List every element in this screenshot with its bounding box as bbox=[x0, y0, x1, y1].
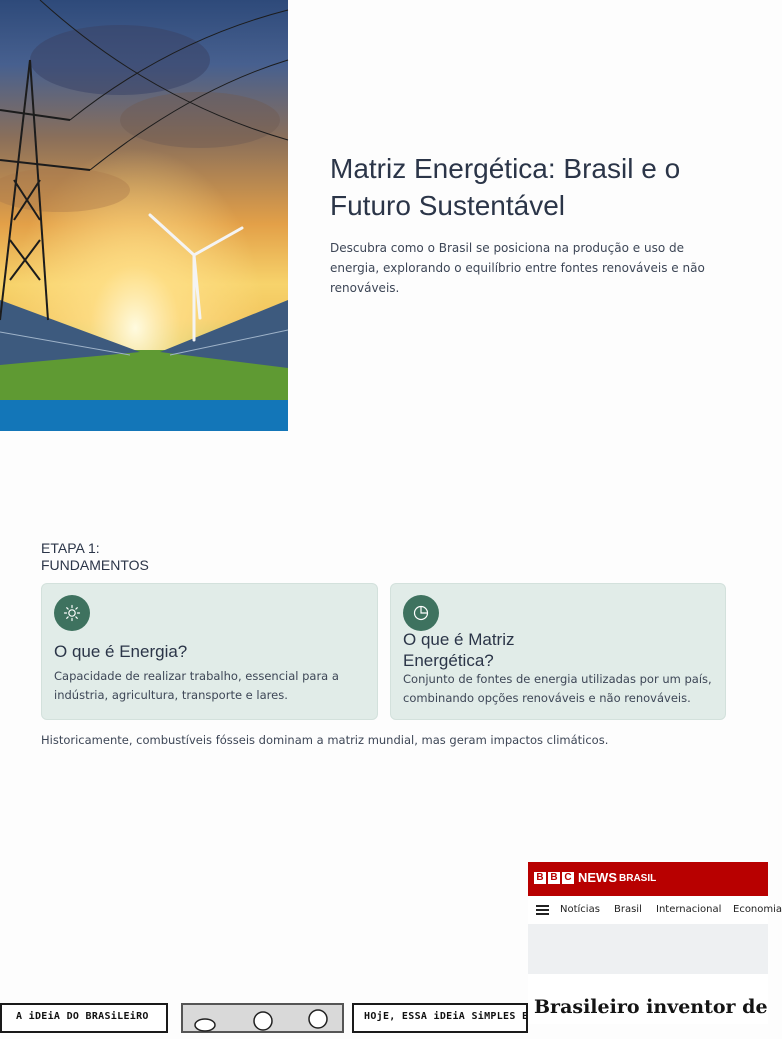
card-title: O que é Energia? bbox=[54, 642, 188, 661]
menu-icon[interactable] bbox=[536, 905, 549, 915]
bbc-logo-letter: B bbox=[534, 872, 546, 884]
pie-chart-icon bbox=[403, 595, 439, 631]
bbc-news-preview[interactable] bbox=[528, 862, 782, 1024]
hero-image bbox=[0, 0, 288, 431]
bbc-nav-item[interactable]: Notícias bbox=[560, 904, 600, 915]
bbc-header bbox=[528, 862, 768, 896]
step-label bbox=[41, 540, 241, 574]
history-note: Historicamente, combustíveis fósseis dominam a matriz mundial, mas geram impactos climáticos. bbox=[41, 733, 609, 747]
bbc-logo-letter: C bbox=[562, 872, 574, 884]
bbc-nav-item[interactable]: Internacional bbox=[656, 904, 722, 915]
bbc-news-label: NEWS bbox=[578, 870, 617, 885]
comic-caption: HOjE, ESSA iDEiA SiMPLES E bbox=[364, 1011, 529, 1022]
page-subtitle: Descubra como o Brasil se posiciona na produção e uso de energia, explorando o equilíbrio entre fontes renováveis e não renováveis. bbox=[330, 241, 705, 295]
step-name: FUNDAMENTOS bbox=[41, 557, 149, 573]
energy-landscape-illustration bbox=[0, 0, 288, 400]
bbc-headline-area bbox=[528, 974, 768, 1024]
comic-panel bbox=[181, 1003, 344, 1033]
energy-matrix-card bbox=[390, 583, 726, 720]
comic-panel bbox=[0, 1003, 168, 1033]
bbc-nav bbox=[528, 896, 782, 924]
energy-definition-card bbox=[41, 583, 378, 720]
hero-bottom-bar bbox=[0, 400, 288, 431]
sun-icon bbox=[54, 595, 90, 631]
comic-drawing bbox=[183, 1005, 346, 1035]
comic-panel bbox=[352, 1003, 528, 1033]
comic-caption: A iDEiA DO BRASiLEiRO bbox=[16, 1011, 149, 1022]
bbc-region-label: BRASIL bbox=[619, 873, 657, 884]
bbc-headline[interactable]: Brasileiro inventor de bbox=[534, 996, 768, 1018]
card-text: Conjunto de fontes de energia utilizadas por um país, combinando opções renováveis e não renováveis. bbox=[403, 672, 712, 705]
bbc-nav-item[interactable]: Economia bbox=[733, 904, 782, 915]
step-number: ETAPA 1: bbox=[41, 540, 100, 556]
card-title: O que é Matriz Energética? bbox=[403, 630, 515, 670]
bbc-logo-letter: B bbox=[548, 872, 560, 884]
card-text: Capacidade de realizar trabalho, essencial para a indústria, agricultura, transporte e lares. bbox=[54, 669, 339, 702]
bbc-nav-item[interactable]: Brasil bbox=[614, 904, 642, 915]
page-title: Matriz Energética: Brasil e o Futuro Sustentável bbox=[330, 153, 681, 221]
